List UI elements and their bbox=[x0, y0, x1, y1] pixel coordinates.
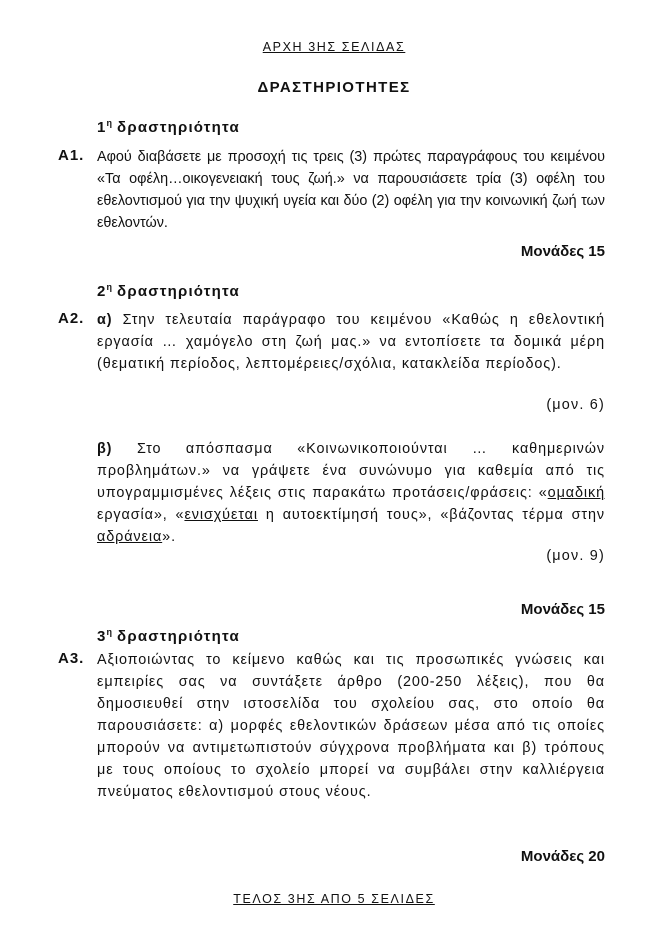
activity-1-marks: Μονάδες 15 bbox=[520, 243, 605, 260]
page-footer: ΤΕΛΟΣ 3ΗΣ ΑΠΟ 5 ΣΕΛΙΔΕΣ bbox=[233, 892, 435, 906]
subquestion-b-label: β) bbox=[97, 441, 113, 457]
activity-3-heading bbox=[97, 627, 240, 645]
question-a1-paragraph: Αφού διαβάσετε με προσοχή τις τρεις (3) πρώτες παραγράφους του κειμένου «Τα οφέλη…οικογενειακή τους ζωή.» να παρουσιάσετε τρία (3) οφέλη του εθελοντισμού για την ψυχική υγεία και δύο (2) οφέλη για την κοινωνική ζωή των εθελοντών. bbox=[97, 149, 605, 231]
activity-superscript: η bbox=[106, 282, 113, 292]
activity-3-marks: Μονάδες 20 bbox=[520, 848, 605, 865]
page-header: ΑΡΧΗ 3ΗΣ ΣΕΛΙΔΑΣ bbox=[262, 40, 406, 54]
underlined-word-2: ενισχύεται bbox=[184, 507, 258, 523]
activity-number: 1 bbox=[97, 119, 107, 136]
page-title: ΔΡΑΣΤΗΡΙΟΤΗΤΕΣ bbox=[257, 79, 411, 96]
underlined-word-3: αδράνεια bbox=[97, 529, 163, 545]
question-a2a-text bbox=[97, 309, 605, 375]
subquestion-b-text-1: Στο απόσπασμα «Κοινωνικοποιούνται … καθημερινών προβλημάτων.» να γράψετε ένα συνώνυμο για καθεμία από τις υπογραμμισμένες λέξεις στις παρακάτω προτάσεις/φράσεις: « bbox=[97, 441, 605, 501]
activity-label: δραστηριότητα bbox=[117, 283, 240, 300]
question-a3-paragraph: Αξιοποιώντας το κείμενο καθώς και τις προσωπικές γνώσεις και εμπειρίες σας να συντάξετε άρθρο (200-250 λέξεις), που θα δημοσιευθεί στην ιστοσελίδα του σχολείου σας, στο οποίο θα παρουσιάσετε: α) μορφές εθελοντικών δράσεων μέσα από τις οποίες μπορούν να αντιμετωπιστούν σύγχρονα προβλήματα και β) τρόπους με τους οποίους το σχολείο μπορεί να συμβάλει στην καλλιέργεια πνεύματος εθελοντισμού στους νέους. bbox=[97, 652, 605, 800]
activity-label: δραστηριότητα bbox=[117, 119, 240, 136]
activity-1-heading bbox=[97, 118, 240, 136]
activity-superscript: η bbox=[106, 627, 113, 637]
subquestion-a-text: Στην τελευταία παράγραφο του κειμένου «Καθώς η εθελοντική εργασία … χαμόγελο στη ζωή μας.» να εντοπίσετε τα δομικά μέρη (θεματική περίοδος, λεπτομέρειες/σχόλια, κατακλείδα περίοδος). bbox=[97, 312, 606, 372]
subquestion-a-label: α) bbox=[97, 312, 113, 328]
subquestion-a-marks: (μον. 6) bbox=[546, 397, 605, 413]
activity-number: 3 bbox=[97, 628, 107, 645]
question-a3-label: Α3. bbox=[58, 650, 85, 667]
question-a2-label: Α2. bbox=[58, 310, 85, 327]
question-a1-label: Α1. bbox=[58, 147, 85, 164]
question-a2b-paragraph bbox=[97, 438, 605, 548]
question-a2a-paragraph bbox=[97, 309, 605, 375]
subquestion-b-text-3: η αυτοεκτίμησή τους», «βάζοντας τέρμα στην bbox=[257, 507, 605, 523]
question-a3-text bbox=[97, 649, 605, 803]
question-a1-text bbox=[97, 146, 605, 234]
activity-2-marks: Μονάδες 15 bbox=[520, 601, 605, 618]
activity-superscript: η bbox=[106, 118, 113, 128]
subquestion-b-marks: (μον. 9) bbox=[546, 548, 605, 564]
activity-label: δραστηριότητα bbox=[117, 628, 240, 645]
activity-number: 2 bbox=[97, 283, 107, 300]
activity-2-heading bbox=[97, 282, 240, 300]
subquestion-b-text-4: ». bbox=[162, 529, 176, 545]
subquestion-b-text-2: εργασία», « bbox=[97, 507, 185, 523]
underlined-word-1: ομαδική bbox=[547, 485, 605, 501]
question-a2b-text bbox=[97, 438, 605, 548]
